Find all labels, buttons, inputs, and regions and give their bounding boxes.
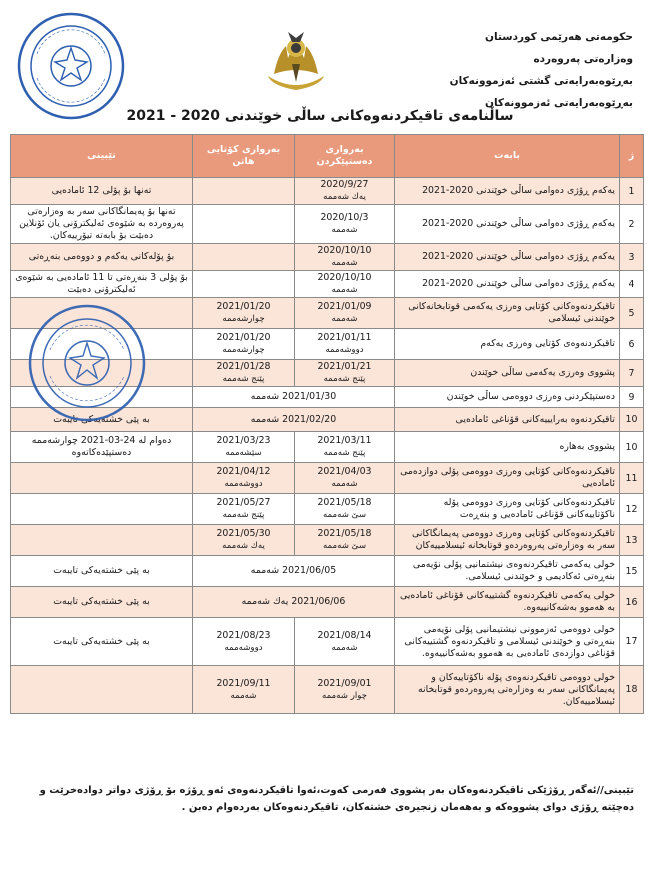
start-weekday: شەممە: [331, 285, 358, 295]
header-end-date: بەرواری كۆتایی هاتن: [193, 135, 295, 178]
row-end-date: [193, 666, 295, 714]
row-subject: یەكەم ڕۆژی دەوامی ساڵی خوێندنی 2020-2021: [395, 271, 620, 298]
end-date: 2021/03/23: [216, 435, 271, 446]
end-weekday: سێشەممە: [225, 448, 262, 458]
row-number: 4: [620, 271, 644, 298]
row-subject: پشووی وەرزی یەكەمی ساڵی خوێندن: [395, 360, 620, 387]
row-note: بە پێی خشتەیەكی تایبەت: [11, 587, 193, 618]
start-weekday: شەممە: [331, 642, 358, 653]
end-weekday: چوارشەممە: [222, 345, 265, 355]
row-number: 7: [620, 360, 644, 387]
row-date-span: 2021/02/20 شەممە: [193, 408, 395, 432]
row-subject: تاقیكردنەوەكانی كۆتایی وەرزی یەكەمی قوتابخانەكانی خوێندنی ئیسلامی: [395, 298, 620, 329]
row-start-date: [295, 298, 395, 329]
row-end-date: [193, 618, 295, 666]
end-date: 2021/08/23: [216, 629, 271, 641]
row-number: 13: [620, 525, 644, 556]
start-weekday: شەممە: [331, 258, 358, 268]
row-subject: خولی دووەمی ئەزموونی نیشتیمانیی پۆلی نۆیەمی بنەڕەتی و خوێندنی ئیسلامی و تاقیكردنەوە گشتییەكانی قۆناغی دوازدەی ئامادەیی بە هەموو بەشەكانییەوە.: [395, 618, 620, 666]
row-number: 17: [620, 618, 644, 666]
row-note: بە پێی خشتەیەكی تایبەت: [11, 556, 193, 587]
row-start-date: [295, 525, 395, 556]
row-subject: دەستپێكردنی وەرزی دووەمی ساڵی خوێندن: [395, 387, 620, 408]
start-date: 2021/05/18: [317, 528, 372, 539]
end-weekday: پێنج شەممە: [222, 374, 265, 384]
row-subject: خولی دووەمی تاقیكردنەوەی پۆلە ناكۆتاییەكان و پەیمانگاكانی سەر بە وەزارەتی پەروەردەو قوتابخانە ئیسلامییەكان.: [395, 666, 620, 714]
row-end-date: [193, 360, 295, 387]
row-start-date: [295, 244, 395, 271]
end-weekday: دووشەممە: [224, 479, 263, 489]
table-row: [11, 494, 644, 525]
gov-line: بەڕێوەبەرایەتی گشتی ئەزموونەكان: [449, 75, 633, 87]
row-end-date: [193, 244, 295, 271]
row-subject: یەكەم ڕۆژی دەوامی ساڵی خوێندنی 2020-2021: [395, 178, 620, 205]
header-note: تێبینی: [11, 135, 193, 178]
row-note: بە پێی خشتەیەكی تایبەت: [11, 618, 193, 666]
row-note: [11, 666, 193, 714]
start-weekday: شەممە: [331, 314, 358, 324]
start-date: 2021/01/09: [317, 301, 372, 312]
end-weekday: پێنج شەممە: [222, 510, 265, 520]
table-row: [11, 463, 644, 494]
exam-calendar-table: [10, 134, 644, 714]
end-date: 2021/05/27: [216, 497, 271, 508]
gov-line: بەڕێوەبەرایەتی ئەزموونەكان: [485, 97, 633, 109]
row-note: دەوام لە 24-03-2021 چوارشەممە دەستپێدەكاتەوە: [11, 432, 193, 463]
row-subject: پشووی بەهارە: [395, 432, 620, 463]
start-date: 2020/10/3: [320, 212, 369, 223]
row-number: 18: [620, 666, 644, 714]
row-note: [11, 525, 193, 556]
row-number: 10: [620, 408, 644, 432]
start-weekday: سێ شەممە: [322, 541, 367, 551]
end-weekday: شەممە: [230, 690, 257, 701]
row-end-date: [193, 525, 295, 556]
start-date: 2021/09/01: [317, 677, 372, 689]
start-date: 2021/08/14: [317, 629, 372, 641]
row-subject: یەكەم ڕۆژی دەوامی ساڵی خوێندنی 2020-2021: [395, 244, 620, 271]
table-row: [11, 618, 644, 666]
row-subject: تاقیكردنەوەكانی كۆتایی وەرزی دووەمی پەیمانگاكانی سەر بە وەزارەتی پەروەردەو قوتابخانە ئیسلامییەكان: [395, 525, 620, 556]
start-date: 2021/01/21: [317, 361, 372, 372]
row-number: 11: [620, 463, 644, 494]
end-date: 2021/01/28: [216, 361, 271, 372]
row-note: بە پێی خشتەیەكی تایبەت: [11, 408, 193, 432]
table-row: [11, 587, 644, 618]
row-end-date: [193, 298, 295, 329]
table-row: [11, 432, 644, 463]
row-subject: تاقیكردنەوەكانی كۆتایی وەرزی دووەمی پۆلە ناكۆتاییەكانی قۆناغی ئامادەیی و بنەڕەت: [395, 494, 620, 525]
row-subject: تاقیكردنەوە بەرایییەكانی قۆناغی ئامادەیی: [395, 408, 620, 432]
row-number: 16: [620, 587, 644, 618]
row-number: 10: [620, 432, 644, 463]
end-weekday: چوارشەممە: [222, 314, 265, 324]
header-no: ژ: [620, 135, 644, 178]
row-note: [11, 494, 193, 525]
row-subject: خولی یەكەمی تاقیكردنەوەی نیشتمانیی پۆلی نۆیەمی بنەڕەتی ئەكادیمی و خوێندنی ئیسلامی.: [395, 556, 620, 587]
row-date-span: 2021/06/06 یەك شەممە: [193, 587, 395, 618]
end-date: 2021/09/11: [216, 677, 271, 689]
row-subject: تاقیكردنەوەی كۆتایی وەرزی یەكەم: [395, 329, 620, 360]
start-weekday: پێنج شەممە: [323, 448, 366, 458]
end-date: 2021/05/30: [216, 528, 271, 539]
row-start-date: [295, 271, 395, 298]
table-row: [11, 556, 644, 587]
row-subject: یەكەم ڕۆژی دەوامی ساڵی خوێندنی 2020-2021: [395, 205, 620, 244]
start-date: 2021/01/11: [317, 332, 372, 343]
row-date-span: 2021/01/30 شەممە: [193, 387, 395, 408]
gov-line: وەزارەتی پەروەردە: [533, 53, 633, 65]
row-end-date: [193, 178, 295, 205]
end-date: 2021/04/12: [216, 466, 271, 477]
row-start-date: [295, 360, 395, 387]
row-subject: خولی یەكەمی تاقیكردنەوە گشتییەكانی قۆناغی ئامادەیی بە هەموو بەشەكانییەوە.: [395, 587, 620, 618]
start-weekday: شەممە: [331, 479, 358, 489]
row-end-date: [193, 463, 295, 494]
table-row: [11, 666, 644, 714]
row-start-date: [295, 205, 395, 244]
row-number: 6: [620, 329, 644, 360]
row-number: 1: [620, 178, 644, 205]
start-date: 2021/04/03: [317, 466, 372, 477]
row-start-date: [295, 618, 395, 666]
table-row: [11, 525, 644, 556]
row-subject: تاقیكردنەوەكانی كۆتایی وەرزی دووەمی پۆلی دوازدەمی ئامادەیی: [395, 463, 620, 494]
row-note: بۆ پۆلەكانی یەكەم و دووەمی بنەڕەتی: [11, 244, 193, 271]
row-number: 3: [620, 244, 644, 271]
kurdistan-emblem-icon: [264, 24, 328, 94]
row-start-date: [295, 666, 395, 714]
row-start-date: [295, 329, 395, 360]
end-weekday: یەك شەممە: [222, 541, 265, 551]
row-note: بۆ پۆلی 3 بنەڕەتی تا 11 ئامادەیی بە شێوەی ئەلیكترۆنی دەبێت: [11, 271, 193, 298]
row-end-date: [193, 205, 295, 244]
header-subject: بابەت: [395, 135, 620, 178]
start-weekday: سێ شەممە: [322, 510, 367, 520]
start-date: 2020/10/10: [317, 272, 372, 283]
row-number: 15: [620, 556, 644, 587]
ministry-stamp: [15, 10, 127, 122]
end-weekday: دووشەممە: [224, 642, 263, 653]
end-date: 2021/01/20: [216, 301, 271, 312]
row-number: 12: [620, 494, 644, 525]
table-header-row: [11, 135, 644, 178]
row-end-date: [193, 494, 295, 525]
document-title: ساڵنامەی تاقیكردنەوەكانی ساڵی خوێندنی 2020 - 2021: [126, 108, 514, 124]
row-note: [11, 463, 193, 494]
start-weekday: دووشەممە: [325, 345, 364, 355]
row-note: تەنها بۆ پەیمانگاكانی سەر بە وەزارەتی پەروەردە بە شێوەی ئەلیكترۆنی یان ئۆنلاین دەبێت بۆ بابەتە تیۆرییەكان.: [11, 205, 193, 244]
footnote: تێبینی//ئەگەر ڕۆژێكی تاقیكردنەوەكان بەر پشووی فەرمی كەوت،ئەوا تاقیكردنەوەی ئەو ڕۆژە بۆ ڕۆژی دواتر دوادەخرێت و دەچێتە ڕۆژی دوای پشووەكە و بەهەمان زنجیرەی خشتەكان، تاقیكردنەوەكان بەردەوام دەبن .: [39, 785, 634, 813]
row-start-date: [295, 178, 395, 205]
row-number: 9: [620, 387, 644, 408]
row-date-span: 2021/06/05 شەممە: [193, 556, 395, 587]
table-row: [11, 178, 644, 205]
end-date: 2021/01/20: [216, 332, 271, 343]
row-note: تەنها بۆ پۆلی 12 ئامادەیی: [11, 178, 193, 205]
table-row: [11, 271, 644, 298]
start-weekday: یەك شەممە: [323, 192, 366, 202]
header-start-date: بەرواری دەستپێكردن: [295, 135, 395, 178]
start-date: 2021/03/11: [317, 435, 372, 446]
start-weekday: پێنج شەممە: [323, 374, 366, 384]
start-weekday: چوار شەممە: [321, 690, 367, 701]
row-start-date: [295, 494, 395, 525]
row-start-date: [295, 432, 395, 463]
table-row: [11, 244, 644, 271]
table-row: [11, 205, 644, 244]
start-weekday: شەممە: [331, 225, 358, 235]
start-date: 2020/10/10: [317, 245, 372, 256]
row-end-date: [193, 432, 295, 463]
row-end-date: [193, 329, 295, 360]
start-date: 2021/05/18: [317, 497, 372, 508]
gov-line: حكومەتی هەرێمی كوردستان: [485, 31, 633, 43]
row-end-date: [193, 271, 295, 298]
government-header: [393, 26, 633, 114]
start-date: 2020/9/27: [320, 179, 369, 190]
row-number: 5: [620, 298, 644, 329]
ministry-stamp: [26, 302, 148, 424]
row-number: 2: [620, 205, 644, 244]
row-start-date: [295, 463, 395, 494]
